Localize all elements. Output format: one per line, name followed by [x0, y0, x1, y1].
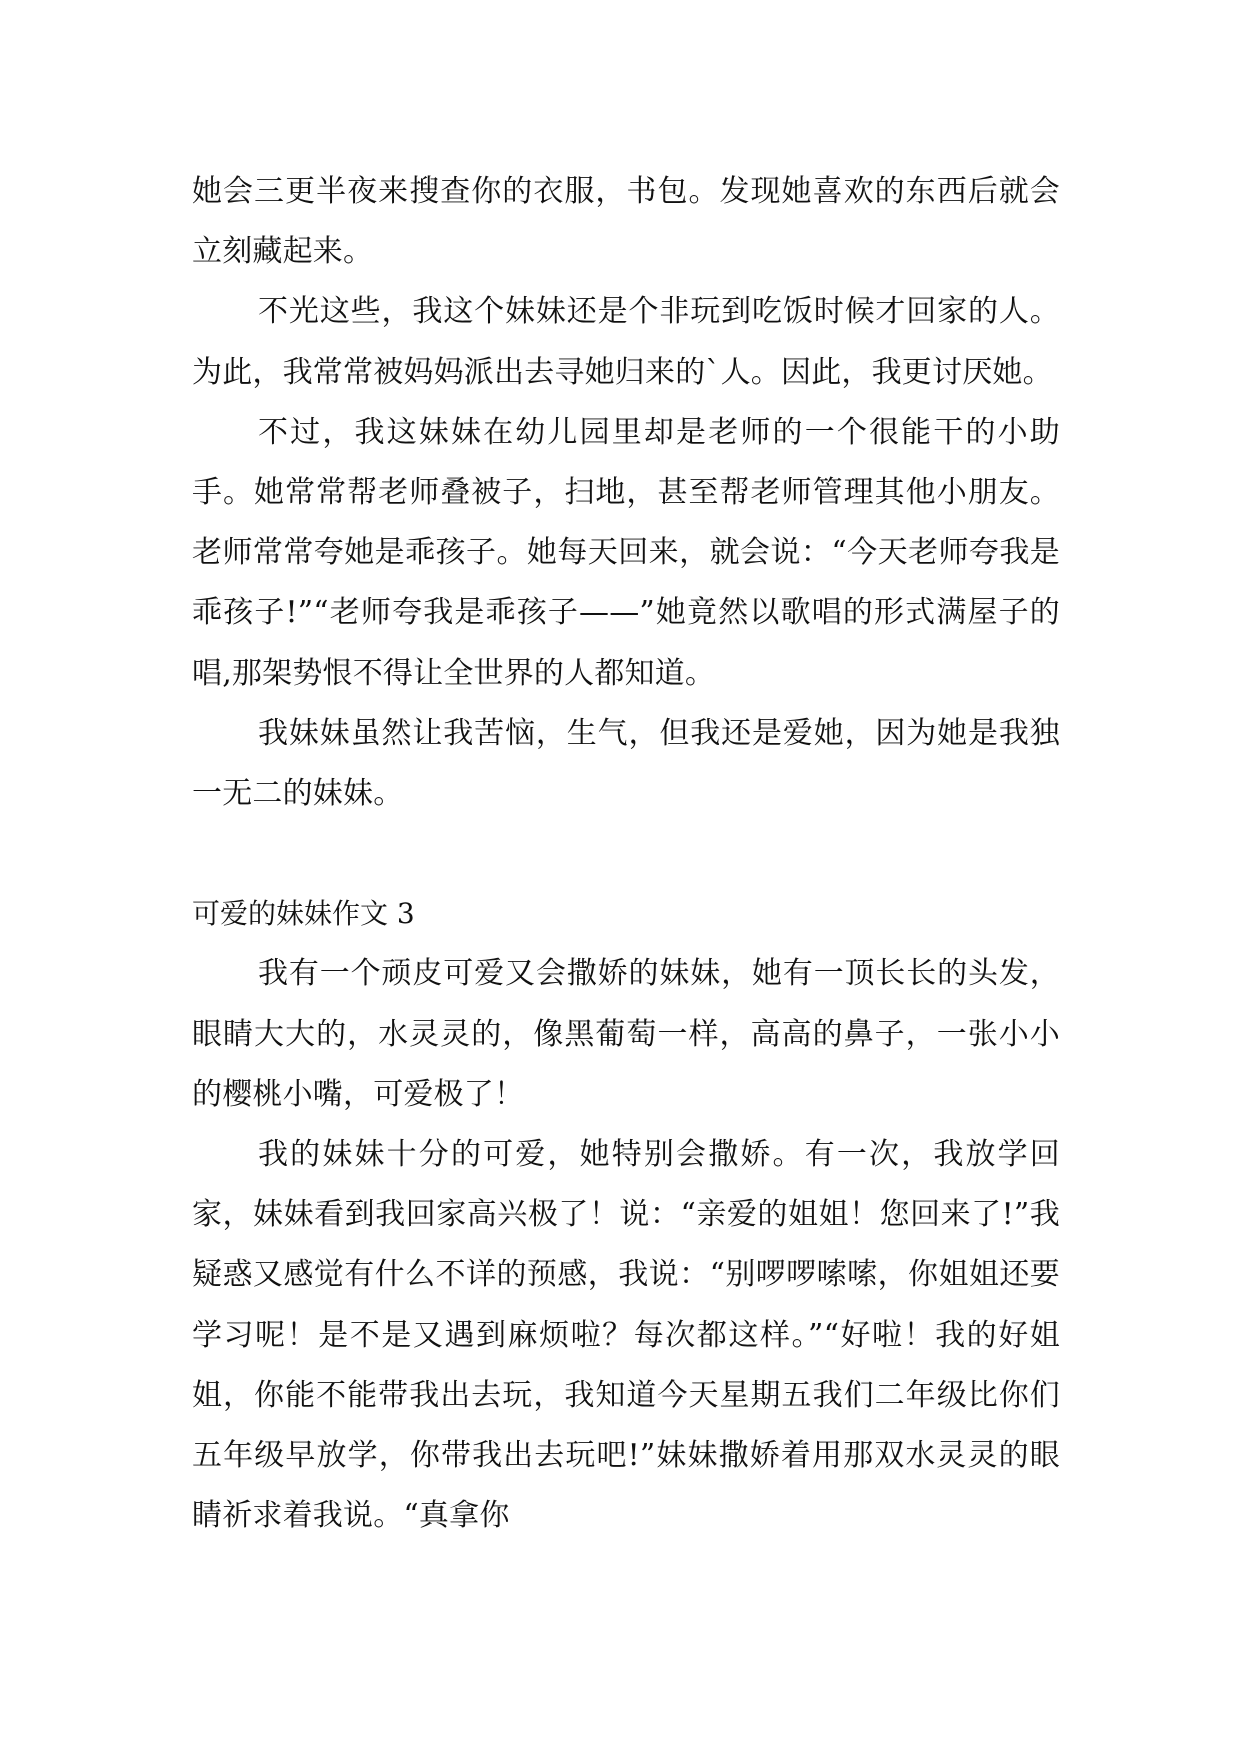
document-body: [192, 162, 1060, 1546]
paragraph-continued: 她会三更半夜来搜查你的衣服，书包。发现她喜欢的东西后就会立刻藏起来。: [192, 174, 1060, 270]
paragraph: 不光这些，我这个妹妹还是个非玩到吃饭时候才回家的人。为此，我常常被妈妈派出去寻她归来的`人。因此，我更讨厌她。: [192, 294, 1060, 390]
paragraph: 我的妹妹十分的可爱，她特别会撒娇。有一次，我放学回家，妹妹看到我回家高兴极了！说：“亲爱的姐姐！您回来了!”我疑惑又感觉有什么不详的预感，我说：“别啰啰嗦嗦，你姐姐还要学习呢！是不是又遇到麻烦啦？每次都这样。”“好啦！我的好姐姐，你能不能带我出去玩，我知道今天星期五我们二年级比你们五年级早放学，你带我出去玩吧!”妹妹撒娇着用那双水灵灵的眼睛祈求着我说。“真拿你: [192, 1137, 1060, 1534]
paragraph: 不过，我这妹妹在幼儿园里却是老师的一个很能干的小助手。她常常帮老师叠被子，扫地，甚至帮老师管理其他小朋友。老师常常夸她是乖孩子。她每天回来，就会说：“今天老师夸我是乖孩子!”“老师夸我是乖孩子——”她竟然以歌唱的形式满屋子的唱,那架势恨不得让全世界的人都知道。: [192, 414, 1060, 691]
section-title: 可爱的妹妹作文 3: [192, 897, 415, 931]
paragraph: 我有一个顽皮可爱又会撒娇的妹妹，她有一顶长长的头发，眼睛大大的，水灵灵的，像黑葡萄一样，高高的鼻子，一张小小的樱桃小嘴，可爱极了！: [192, 956, 1060, 1112]
paragraph: 我妹妹虽然让我苦恼，生气，但我还是爱她，因为她是我独一无二的妹妹。: [192, 715, 1060, 812]
